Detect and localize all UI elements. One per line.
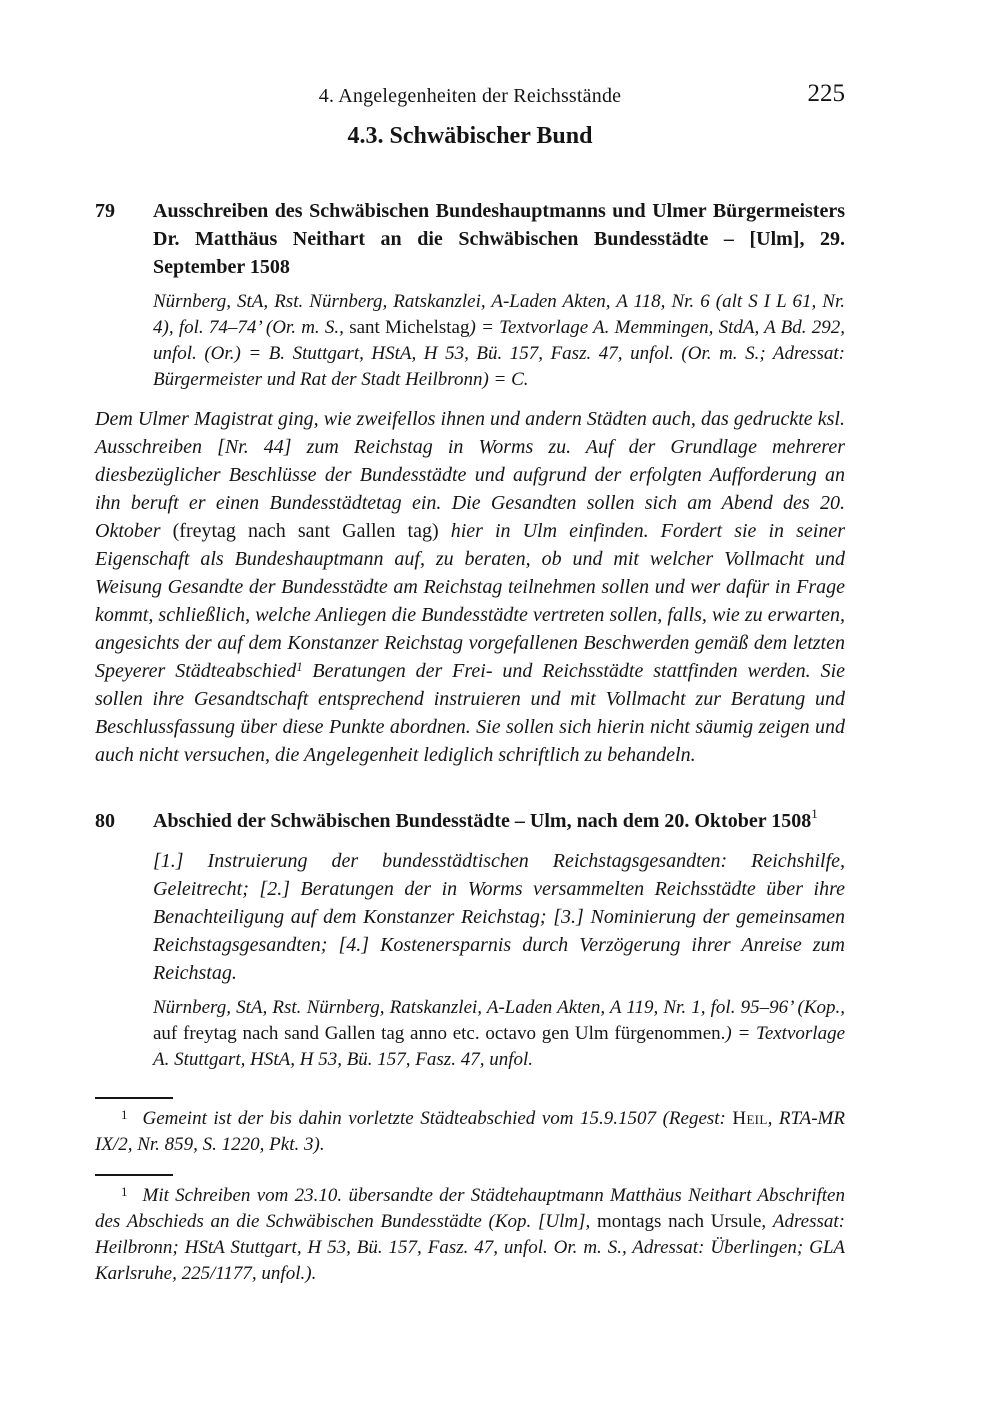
running-header-title: 4. Angelegenheiten der Reichsstände [318, 85, 622, 107]
page-number: 225 [807, 80, 845, 107]
footnote-separator-rule [95, 1097, 173, 1099]
footnote-reference: 1 [811, 806, 818, 822]
archival-source-note: Nürnberg, StA, Rst. Nürnberg, Ratskanzlei, A-Laden Akten, A 118, Nr. 6 (alt S I L 61, Nr. 4), fol. 74–74’ (Or. m. S., sant Michelstag) = Textvorlage A. Memmingen, StdA, A Bd. 292, unfol. (Or.) = B. Stuttgart, HStA, H 53, Bü. 157, Fasz. 47, unfol. (Or. m. S.; Adressat: Bürgermeister und Rat der Stadt Heilbronn) = C. [153, 291, 846, 390]
section-title: 4.3. Schwäbischer Bund [347, 123, 593, 149]
entry-number: 80 [95, 810, 115, 832]
entry-79 [95, 197, 845, 769]
entry-80 [95, 807, 845, 1073]
footnote-separator-rule [95, 1174, 173, 1176]
regest-summary: [1.] Instruierung der bundesstädtischen Reichstagsgesandten: Reichshilfe, Geleitrecht; [2.] Beratungen der in Worms versammelten Reichsstädte über ihre Benachteiligung auf dem Konstanzer Reichstag; [3.] Nominierung der gemeinsamen Reichstagsgesandten; [4.] Kostenersparnis durch Verzögerung ihrer Anreise zum Reichstag. [153, 850, 845, 984]
entry-heading: Ausschreiben des Schwäbischen Bundeshauptmanns und Ulmer Bürgermeisters Dr. Matthäus Neithart an die Schwäbischen Bundesstädte – [Ulm], 29. September 1508 [153, 200, 845, 278]
entry-number: 79 [95, 200, 115, 222]
entry-heading-text: Abschied der Schwäbischen Bundesstädte – Ulm, nach dem 20. Oktober 1508 [153, 810, 812, 832]
footnote [95, 1183, 845, 1287]
footnote [95, 1106, 845, 1158]
footnote-marker: 1 [121, 1184, 128, 1199]
running-head-row [95, 80, 845, 111]
archival-source-note: Nürnberg, StA, Rst. Nürnberg, Ratskanzlei, A-Laden Akten, A 119, Nr. 1, fol. 95–96’ (Kop., auf freytag nach sand Gallen tag anno etc. octavo gen Ulm fürgenommen.) = Textvorlage A. Stuttgart, HStA, H 53, Bü. 157, Fasz. 47, unfol. [153, 997, 846, 1070]
entry-heading [153, 807, 845, 835]
page-content [95, 0, 845, 1287]
footnote-area [95, 1097, 845, 1287]
footnote-marker: 1 [121, 1107, 128, 1122]
regest-body: Dem Ulmer Magistrat ging, wie zweifellos ihnen und andern Städten auch, das gedruckte ksl. Ausschreiben [Nr. 44] zum Reichstag in Worms zu. Auf der Grundlage mehrerer diesbezüglicher Beschlüsse der Bundesstädte und aufgrund der erfolgten Aufforderung an ihn beruft er einen Bundesstädtetag ein. Die Gesandten sollen sich am Abend des 20. Oktober (freytag nach sant Gallen tag) hier in Ulm einfinden. Fordert sie in seiner Eigenschaft als Bundeshauptmann auf, zu beraten, ob und mit welcher Vollmacht und Weisung Gesandte der Bundesstädte am Reichstag teilnehmen sollen und wer dafür in Frage kommt, schließlich, welche Anliegen die Bundesstädte vertreten sollen, falls, wie zu erwarten, angesichts der auf dem Konstanzer Reichstag vorgefallenen Beschwerden gemäß dem letzten Speyerer Städteabschied$^1$ Beratungen der Frei- und Reichsstädte stattfinden werden. Sie sollen ihre Gesandtschaft entsprechend instruieren und mit Vollmacht zur Beratung und Beschlussfassung über diese Punkte abordnen. Sie sollen sich hierin nicht säumig zeigen und auch nicht versuchen, die Angelegenheit lediglich schriftlich zu behandeln. [95, 408, 846, 766]
footnote-text: Mit Schreiben vom 23.10. übersandte der Städtehauptmann Matthäus Neithart Abschriften des Abschieds an die Schwäbischen Bundesstädte (Kop. [Ulm], montags nach Ursule, Adressat: Heilbronn; HStA Stuttgart, H 53, Bü. 157, Fasz. 47, unfol. Or. m. S., Adressat: Überlingen; GLA Karlsruhe, 225/1177, unfol.). [95, 1185, 845, 1284]
footnote-text: Gemeint ist der bis dahin vorletzte Städteabschied vom 15.9.1507 (Regest: Heil, RTA-MR IX/2, Nr. 859, S. 1220, Pkt. 3). [95, 1108, 845, 1155]
